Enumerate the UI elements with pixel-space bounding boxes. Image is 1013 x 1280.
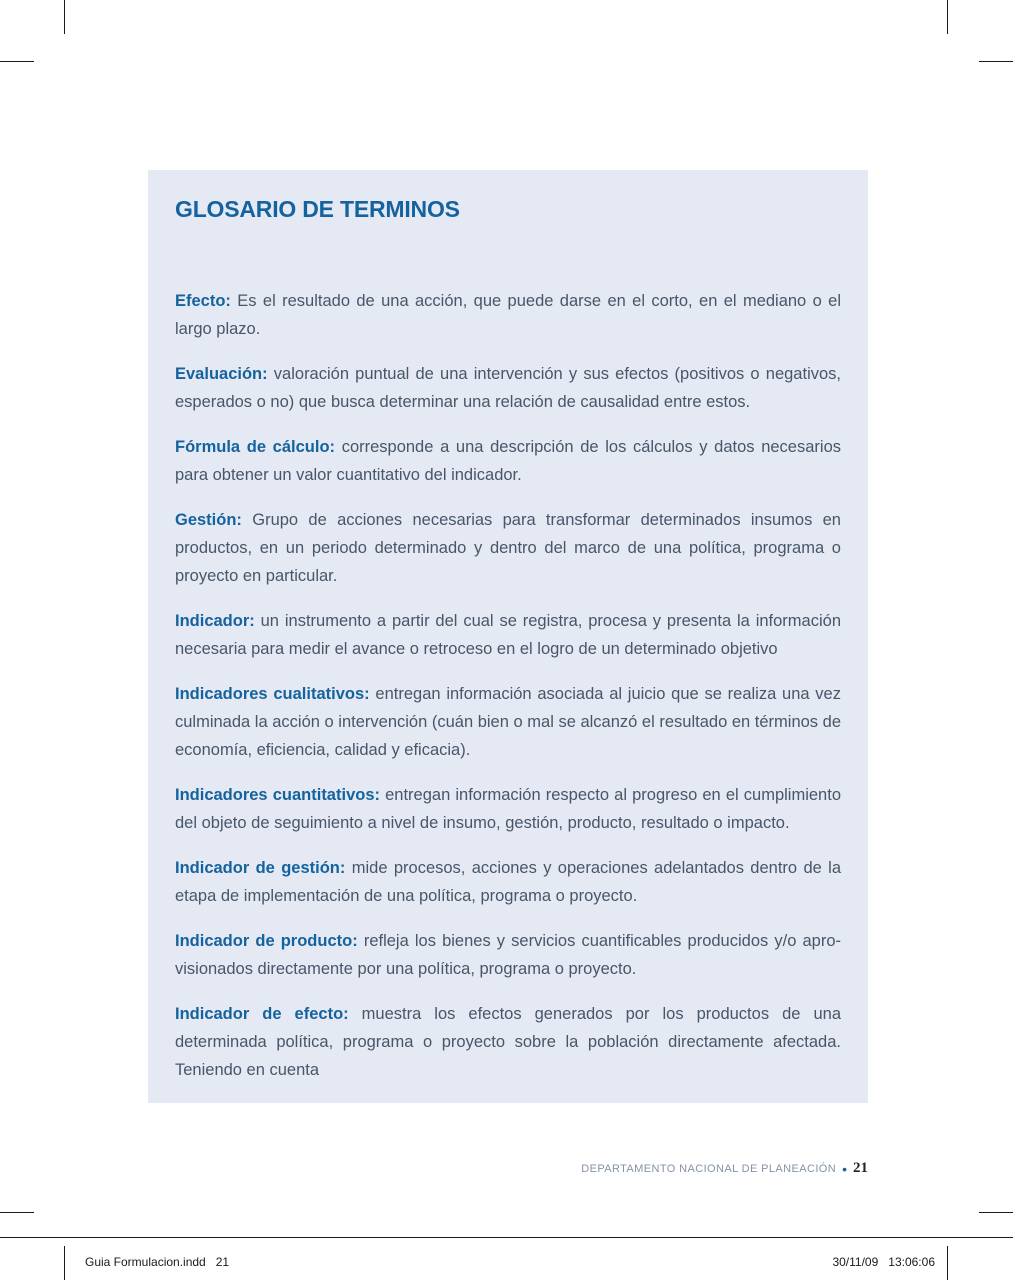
slug-timestamp: 30/11/09 13:06:06 [832,1255,935,1269]
glossary-definition: corresponde a una descripción de los cálculos y datos necesarios para obtener un valor cuantitativo del indicador. [175,438,841,484]
content-panel [148,170,868,1103]
glossary-term: Indicador de efecto: [175,1005,362,1023]
glossary-entry [175,433,841,489]
crop-mark-top-right-horizontal [979,61,1013,62]
glossary-entry [175,680,841,764]
glossary-definition: refleja los bienes y servicios cuantificables producidos y/o apro-visionados directamente por una política, programa o proyecto. [175,932,842,978]
glossary-term: Gestión: [175,511,253,529]
glossary-term: Indicador de producto: [175,932,364,950]
glossary-definition: un instrumento a partir del cual se registra, procesa y presenta la información necesaria para medir el avance o retroceso en el logro de un determinado objetivo [175,612,841,658]
glossary-list [175,287,841,1084]
glossary-definition: Grupo de acciones necesarias para transformar determinados insumos en productos, en un periodo determinado y dentro del marco de una política, programa o proyecto en particular. [175,511,841,585]
glossary-definition: entregan información respecto al progreso en el cumplimiento del objeto de seguimiento a nivel de insumo, gestión, producto, resultado o impacto. [175,786,841,832]
glossary-entry [175,781,841,837]
crop-mark-bottom-right-horizontal [979,1212,1013,1213]
glossary-entry [175,927,841,983]
glossary-entry [175,287,841,343]
glossary-term: Evaluación: [175,365,274,383]
glossary-definition: mide procesos, acciones y operaciones adelantados dentro de la etapa de implementación de una política, programa o proyecto. [175,859,841,905]
glossary-definition: muestra los efectos generados por los productos de una determinada política, programa o proyecto sobre la población directamente afectada. Teniendo en cuenta [175,1005,841,1079]
glossary-entry [175,360,841,416]
glossary-term: Fórmula de cálculo: [175,438,342,456]
glossary-definition: valoración puntual de una intervención y sus efectos (positivos o negativos, esperados o no) que busca determinar una relación de causalidad entre estos. [175,365,841,411]
crop-mark-bottom-right-vertical [947,1246,948,1280]
glossary-entry [175,607,841,663]
footer-department: DEPARTAMENTO NACIONAL DE PLANEACIÓN [581,1162,837,1175]
glossary-term: Indicadores cualitativos: [175,685,376,703]
glossary-entry [175,854,841,910]
footer-bullet: • [842,1160,847,1177]
slug-divider-line [0,1237,1013,1238]
glossary-definition: Es el resultado de una acción, que puede darse en el corto, en el mediano o el largo plazo. [175,292,841,338]
glossary-term: Efecto: [175,292,238,310]
page-footer [581,1160,868,1177]
glossary-term: Indicador: [175,612,261,630]
glossary-term: Indicador de gestión: [175,859,352,877]
glossary-definition: entregan información asociada al juicio que se realiza una vez culminada la acción o intervención (cuán bien o mal se alcanzó el resultado en términos de economía, eficiencia, calidad y eficacia). [175,685,841,759]
crop-mark-top-right-vertical [947,0,948,34]
crop-mark-bottom-left-horizontal [0,1212,34,1213]
crop-mark-top-left-horizontal [0,61,34,62]
footer-page-number: 21 [853,1160,868,1176]
crop-mark-bottom-left-vertical [64,1246,65,1280]
glossary-entry [175,506,841,590]
crop-mark-top-left-vertical [64,0,65,34]
slug-filename: Guia Formulacion.indd 21 [85,1255,230,1269]
glossary-entry [175,1000,841,1084]
page-title: GLOSARIO DE TERMINOS [175,196,460,222]
glossary-term: Indicadores cuantitativos: [175,786,386,804]
